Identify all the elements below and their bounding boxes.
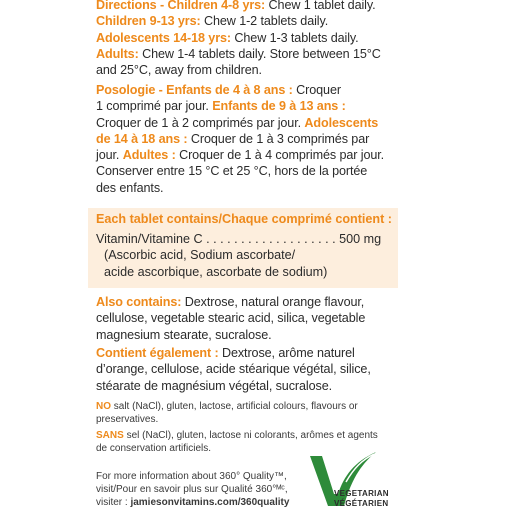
posologie-adultes-label: Adultes : (122, 148, 176, 163)
also-contains-line-3: magnesium stearate, sucralose. (96, 327, 272, 342)
directions-line-3: Adolescents 14-18 yrs: Chew 1-3 tablets daily. (96, 30, 359, 45)
quality-info-line-1: For more information about 360° Quality™, (96, 471, 287, 482)
posologie-adolescents-label: Adolescents (304, 115, 379, 130)
directions-line-5: and 25°C, away from children. (96, 63, 262, 78)
posologie-line-2: 1 comprimé par jour. Enfants de 9 à 13 ans : (96, 99, 346, 114)
no-line-2: preservatives. (96, 414, 159, 425)
posologie-line-1: Posologie - Enfants de 4 à 8 ans : Croquer (96, 83, 341, 97)
sans-line-2: de conservation artificiels. (96, 443, 212, 454)
quality-info-line-2: visit/Pour en savoir plus sur Qualité 360°ᴹᶜ, (96, 484, 288, 495)
vitamin-c-source-line-2: acide ascorbique, ascorbate de sodium) (104, 265, 328, 279)
directions-children-9-13-label: Children 9-13 yrs: (96, 14, 201, 29)
contient-line-1: Contient également : Dextrose, arôme naturel (96, 346, 355, 360)
no-label: NO (96, 401, 111, 412)
no-section (96, 400, 396, 426)
vitamin-c-line: Vitamin/Vitamine C . . . . . . . . . . . . . . . . . . . 500 mg (96, 232, 382, 246)
vitamin-c-source-line-1: (Ascorbic acid, Sodium ascorbate/ (104, 248, 296, 262)
also-contains-line-2: cellulose, vegetable stearic acid, silica, vegetable (96, 311, 366, 326)
contient-section (96, 345, 396, 394)
posologie-line-4: de 14 à 18 ans : Croquer de 1 à 3 comprimés par (96, 131, 370, 146)
directions-adults-label: Adults: (96, 46, 139, 61)
no-line-1: NO salt (NaCl), gluten, lactose, artificial colours, flavours or (96, 401, 358, 412)
contient-line-3: stéarate de magnésium végétal, sucralose. (96, 378, 333, 393)
also-contains-label: Also contains: (96, 295, 182, 309)
sans-label: SANS (96, 430, 124, 441)
posologie-enfants-9-13-label: Enfants de 9 à 13 ans : (212, 99, 346, 114)
contient-line-2: d’orange, cellulose, acide stéarique végétal, silice, (96, 362, 371, 377)
sans-line-1: SANS sel (NaCl), gluten, lactose ni colorants, arômes et agents (96, 430, 378, 441)
posologie-line-5: jour. Adultes : Croquer de 1 à 4 comprimés par jour. (96, 148, 385, 163)
posologie-line-7: des enfants. (96, 180, 164, 195)
posologie-enfants-4-8-label: Posologie - Enfants de 4 à 8 ans : (96, 83, 293, 97)
vegetarien-label: VÉGÉTARIEN (334, 499, 389, 508)
quality-info-line-3: visiter : jamiesonvitamins.com/360quality (96, 497, 290, 508)
posologie-line-3: Croquer de 1 à 2 comprimés par jour. Adolescents (96, 115, 379, 130)
vegetarian-label: VEGETARIAN (334, 489, 389, 498)
also-contains-section (96, 294, 396, 343)
directions-line-1: Directions - Children 4-8 yrs: Chew 1 tablet daily. (96, 0, 376, 12)
directions-children-4-8-label: Directions - Children 4-8 yrs: (96, 0, 266, 12)
directions-line-2: Children 9-13 yrs: Chew 1-2 tablets daily. (96, 14, 329, 29)
directions-adolescents-label: Adolescents 14-18 yrs: (96, 30, 231, 45)
tablet-contents-title: Each tablet contains/Chaque comprimé contient : (96, 212, 393, 226)
contient-label: Contient également : (96, 346, 219, 360)
quality-url-link[interactable]: jamiesonvitamins.com/360quality (130, 497, 290, 508)
posologie-line-6: Conserver entre 15 °C et 25 °C, hors de la portée (96, 164, 368, 179)
directions-section (96, 0, 396, 78)
also-contains-line-1: Also contains: Dextrose, natural orange flavour, (96, 295, 365, 309)
posologie-14-18-label: de 14 à 18 ans : (96, 131, 188, 146)
quality-info-section (96, 470, 306, 509)
tablet-contents-box (88, 208, 398, 288)
directions-line-4: Adults: Chew 1-4 tablets daily. Store between 15°C (96, 46, 381, 61)
posologie-section (96, 82, 396, 196)
